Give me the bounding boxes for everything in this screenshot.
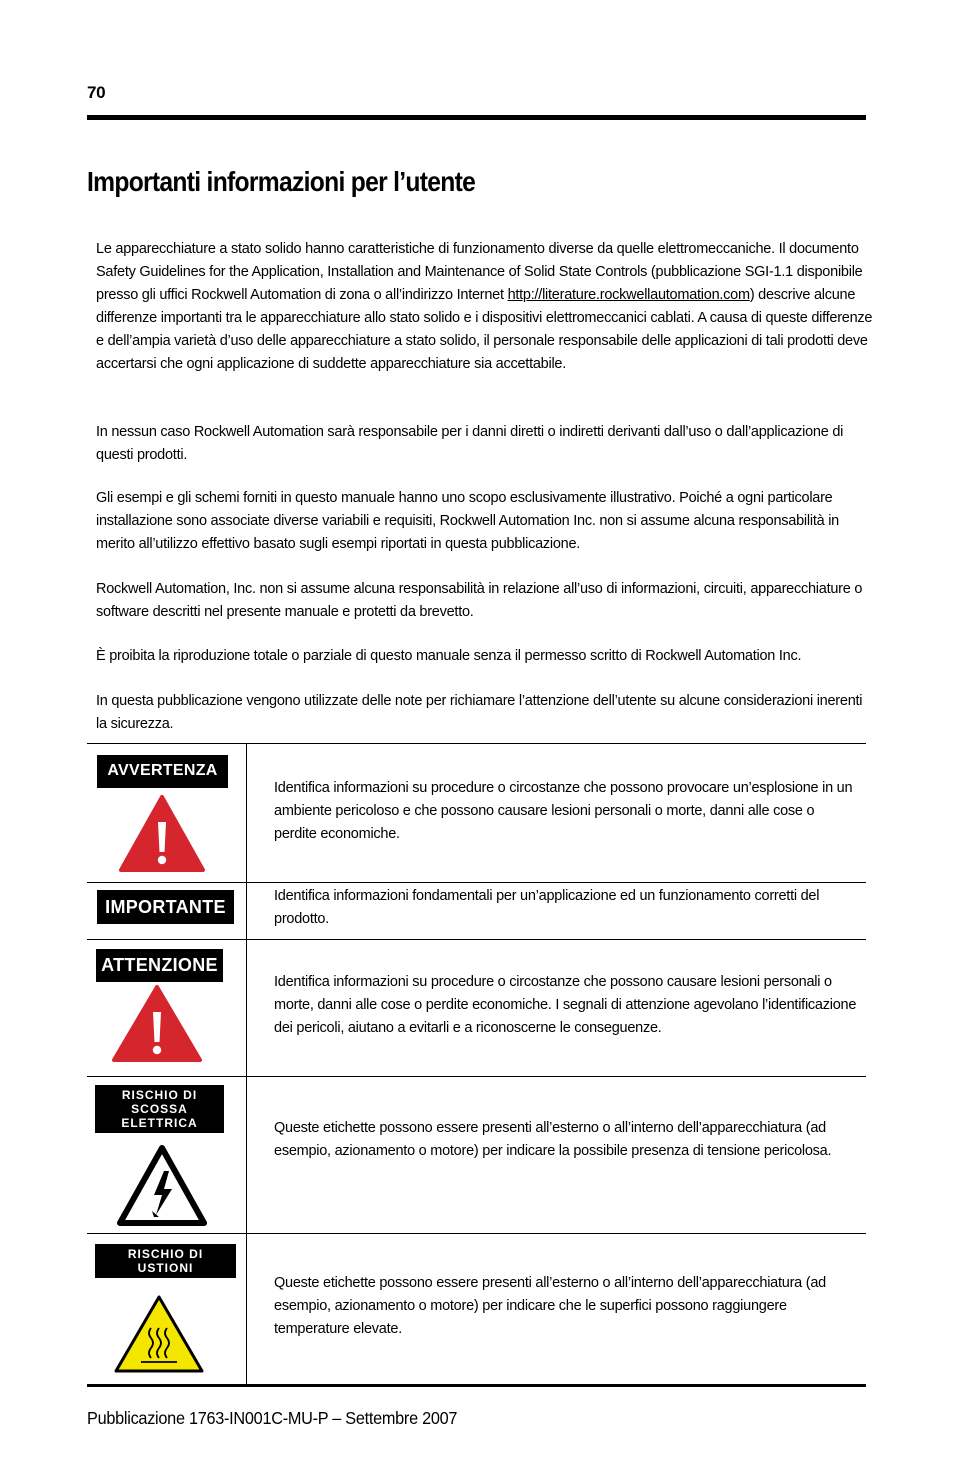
safety-notes-table: [87, 743, 866, 1387]
note-text-importante: Identifica informazioni fondamentali per un’applicazione ed un funzionamento corretti del prodotto.: [274, 888, 820, 927]
electric-shock-icon: [117, 1145, 207, 1227]
note-row-avvertenza: [87, 744, 866, 883]
top-rule: [87, 115, 866, 120]
paragraph-examples: Gli esempi e gli schemi forniti in questo manuale hanno uno scopo esclusivamente illustrativo. Poiché a ogni particolare installazione sono associate diverse variabili e requisiti, Rockwell Automation Inc. non si assume alcuna responsabilità in merito all’utilizzo effettivo basato sugli esempi riportati in questa pubblicazione.: [96, 490, 839, 552]
page-title: Importanti informazioni per l’utente: [87, 166, 476, 197]
label-line: ELETTRICA: [121, 1116, 198, 1130]
note-row-ustioni: [87, 1234, 866, 1387]
paragraph-notes-intro: In questa pubblicazione vengono utilizzate delle note per richiamare l’attenzione dell’utente su alcune considerazioni inerenti la sicurezza.: [96, 693, 863, 732]
label-line: USTIONI: [137, 1261, 194, 1275]
note-row-importante: [87, 883, 866, 940]
note-text-ustioni: Queste etichette possono essere presenti all’esterno o all’interno dell’apparecchiatura (ad esempio, azionamento o motore) per indicare che le superfici possono raggiungere temperature elevate.: [274, 1275, 826, 1337]
note-label-cell: [87, 1077, 247, 1233]
note-text-attenzione: Identifica informazioni su procedure o circostanze che possono causare lesioni personali o morte, danni alle cose o perdite economiche. I segnali di attenzione agevolano l’identificazione dei pericoli, aiutano a evitarli e a riconoscerne le conseguenze.: [274, 974, 857, 1036]
literature-link[interactable]: http://literature.rockwellautomation.com: [507, 287, 750, 303]
warning-triangle-icon: [111, 984, 203, 1064]
note-row-scossa: [87, 1077, 866, 1234]
footer: Pubblicazione 1763-IN001C-MU-P – Settembre 2007: [87, 1408, 458, 1428]
paragraph-text: ) descrive alcune differenze importanti tra le apparecchiature allo stato solido e i dispositivi elettromeccanici cablati. A causa di queste differenze e dell’ampia varietà d’uso delle apparecchiature a stato solido, il personale responsabile delle applicazioni di tali prodotti deve accertarsi che ogni applicazione di suddette apparecchiature sia accettabile.: [96, 287, 873, 372]
label-line: RISCHIO DI: [127, 1247, 204, 1261]
label-line: RISCHIO DI: [121, 1088, 198, 1102]
label-scossa: [95, 1085, 224, 1133]
note-label-cell: [87, 744, 247, 882]
paragraph-patent: Rockwell Automation, Inc. non si assume alcuna responsabilità in relazione all’uso di informazioni, circuiti, apparecchiature o software descritti nel presente manuale e protetti da brevetto.: [96, 581, 863, 620]
hot-surface-icon: [113, 1294, 205, 1374]
label-attenzione: ATTENZIONE: [96, 949, 223, 982]
label-avvertenza: AVVERTENZA: [97, 755, 228, 788]
label-importante: IMPORTANTE: [97, 890, 234, 924]
note-label-cell: [87, 1234, 247, 1384]
paragraph-liability: In nessun caso Rockwell Automation sarà responsabile per i danni diretti o indiretti derivanti dall’uso o dall’applicazione di questi prodotti.: [96, 424, 844, 463]
note-text-avvertenza: Identifica informazioni su procedure o circostanze che possono provocare un’esplosione in un ambiente pericoloso e che possono causare lesioni personali o morte, danni alle cose o perdite economiche.: [274, 780, 853, 842]
warning-triangle-icon: [118, 794, 206, 874]
paragraph-text: Le apparecchiature a stato solido hanno caratteristiche di funzionamento diverse da quelle elettromeccaniche. Il documento Safety Guidelines for the Application, Installation and Maintenance of Solid State Controls (pubblicazione SGI-1.1 disponibile presso gli uffici Rockwell Automation di zona o all’indirizzo Internet: [96, 241, 863, 303]
note-text-scossa: Queste etichette possono essere presenti all’esterno o all’interno dell’apparecchiatura (ad esempio, azionamento o motore) per indicare la possibile presenza di tensione pericolosa.: [274, 1120, 832, 1159]
note-label-cell: [87, 883, 247, 939]
paragraph-reproduction: È proibita la riproduzione totale o parziale di questo manuale senza il permesso scritto di Rockwell Automation Inc.: [96, 648, 802, 664]
paragraph-solid-state: [96, 238, 876, 376]
page-number: 70: [87, 83, 106, 102]
label-ustioni: [95, 1244, 236, 1278]
note-label-cell: [87, 940, 247, 1076]
label-line: SCOSSA: [131, 1102, 188, 1116]
note-row-attenzione: [87, 940, 866, 1077]
